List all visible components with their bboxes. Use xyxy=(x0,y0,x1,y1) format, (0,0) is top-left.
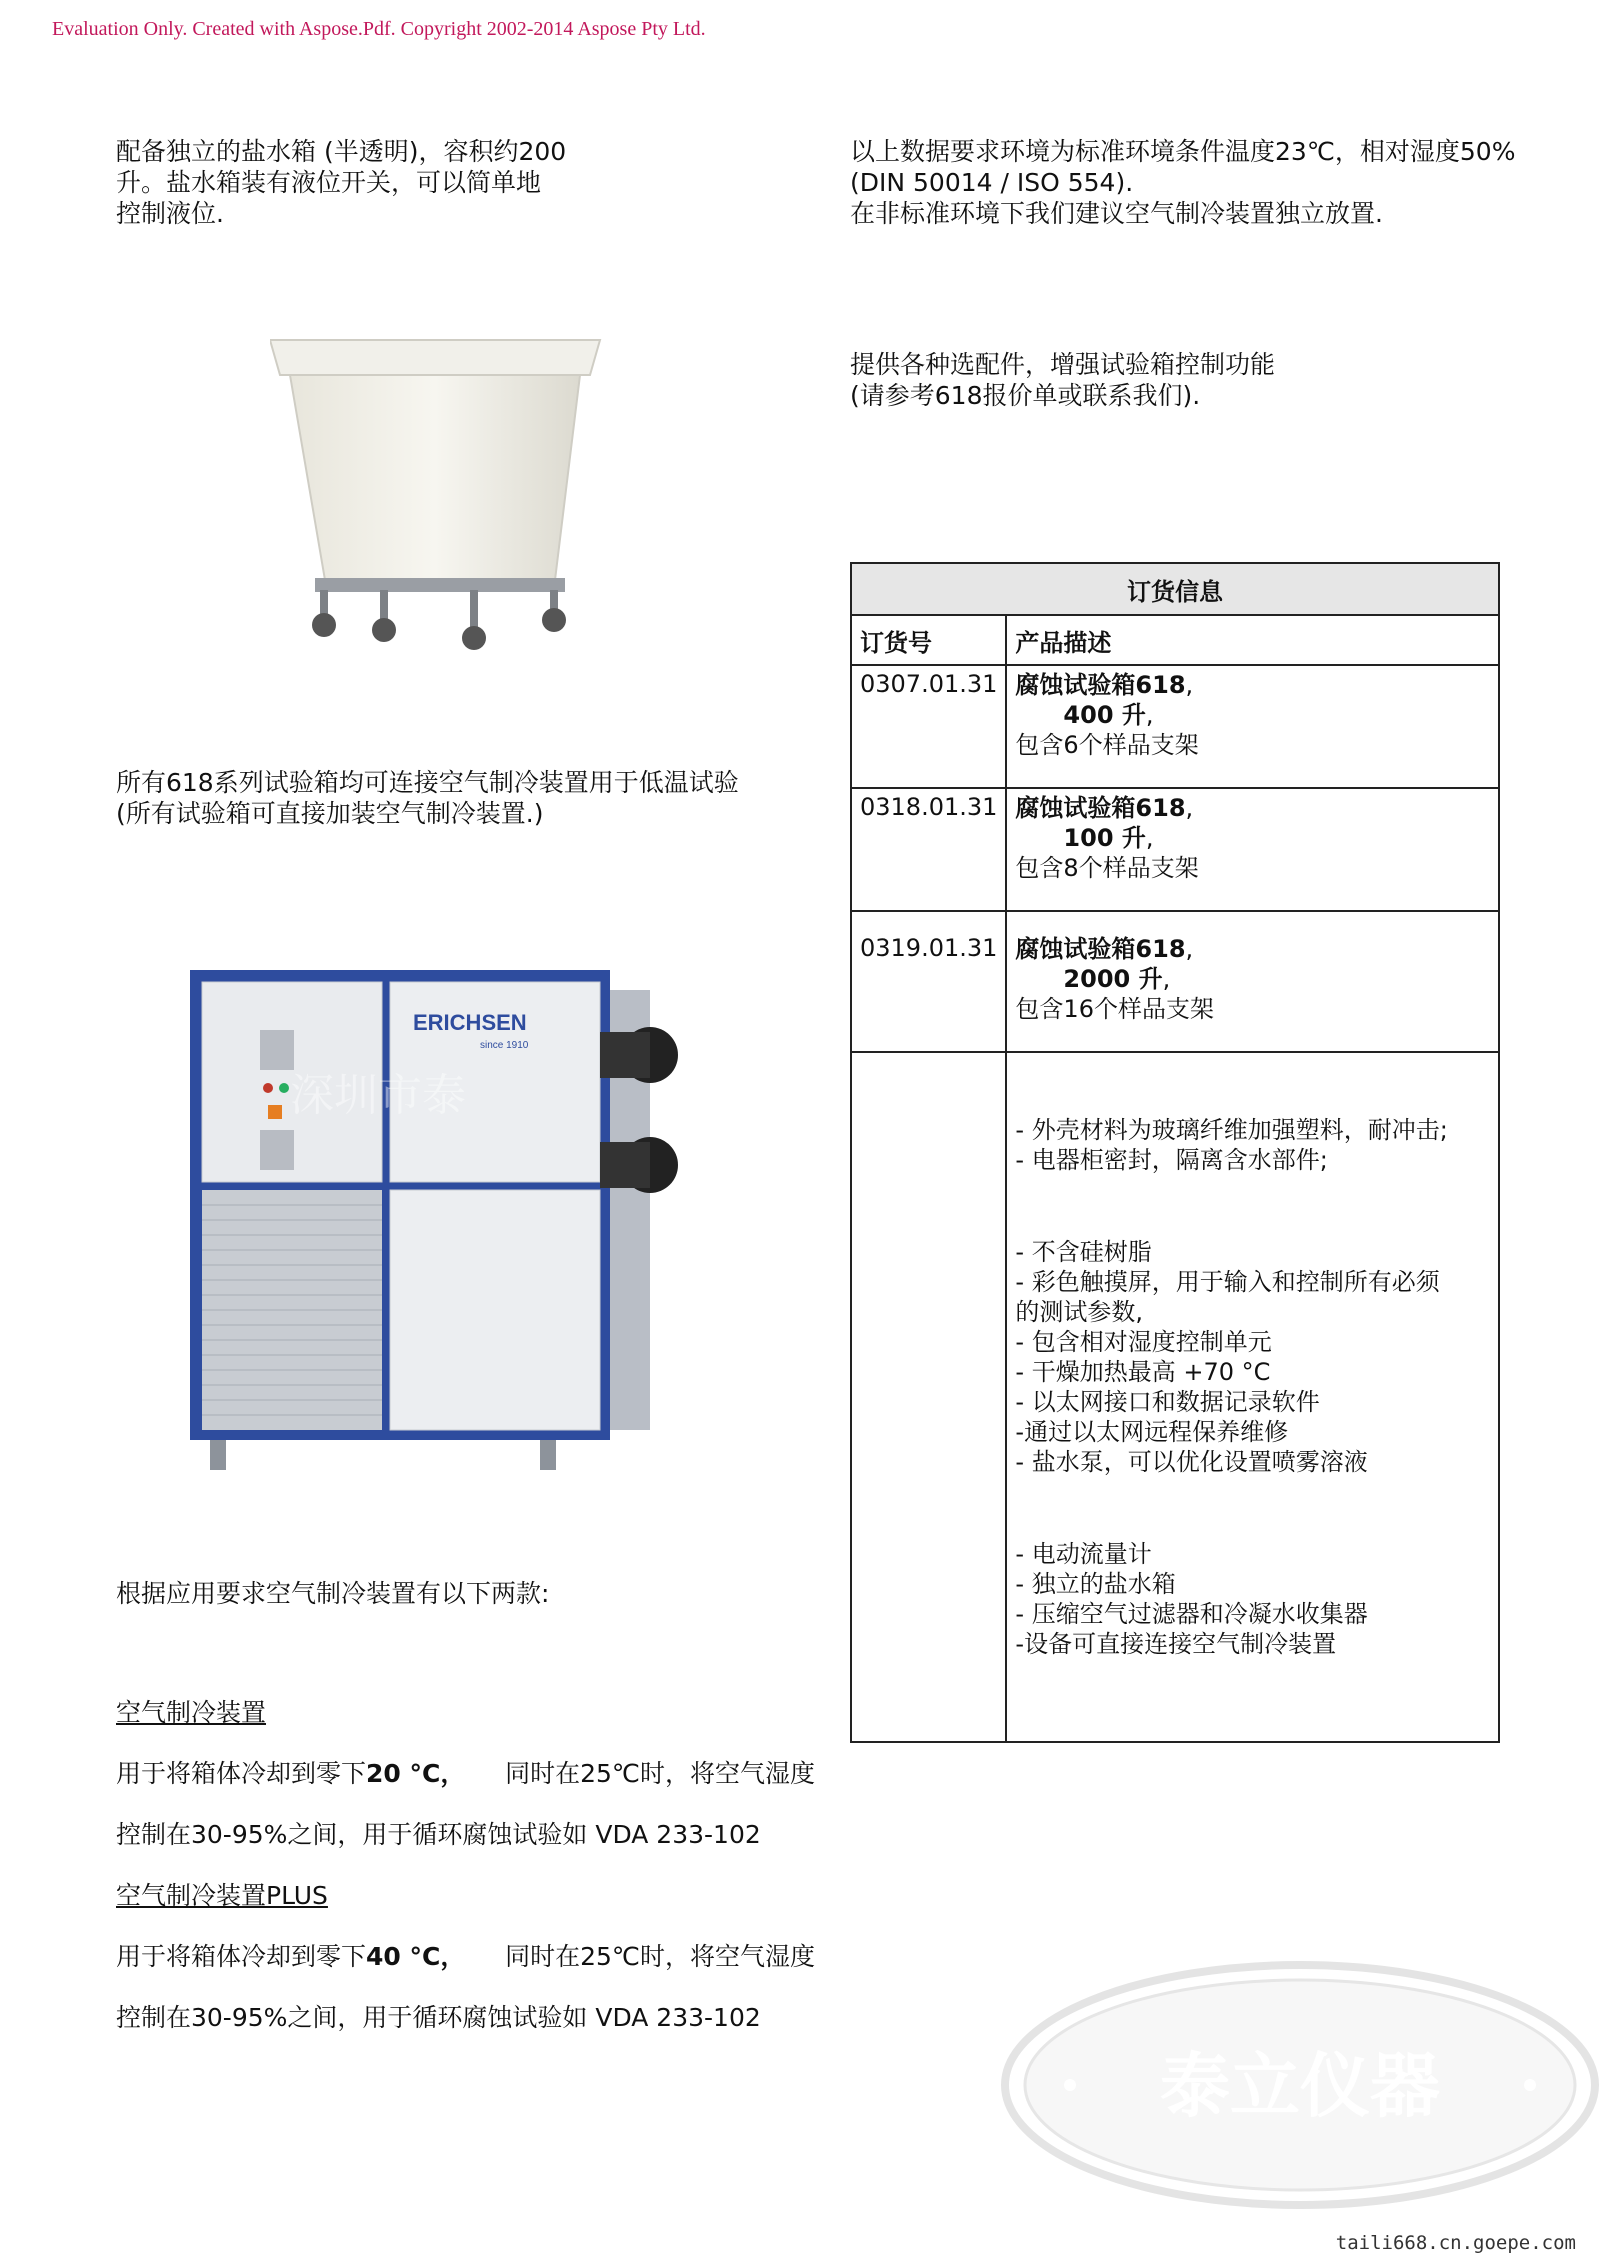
device-plus-block xyxy=(116,1850,856,2064)
device-plus-line1-pre: 用于将箱体冷却到零下 xyxy=(116,1942,367,1971)
chiller-logo-subtitle: since 1910 xyxy=(480,1040,529,1051)
separator: , xyxy=(1185,794,1194,822)
separator: , xyxy=(1145,824,1154,852)
table-row xyxy=(851,665,1499,788)
list-item: - 不含硅树脂 xyxy=(1015,1238,1152,1266)
product-name: 腐蚀试验箱618 xyxy=(1015,671,1186,699)
company-stamp-watermark xyxy=(1000,1960,1600,2210)
separator: , xyxy=(1185,671,1194,699)
product-volume: 100 升 xyxy=(1063,824,1146,852)
separator: , xyxy=(1185,935,1194,963)
separator: , xyxy=(1145,701,1154,729)
order-number: 0319.01.31 xyxy=(851,911,1006,1052)
device-plus-line2: 控制在30-95%之间，用于循环腐蚀试验如 VDA 233-102 xyxy=(116,2003,761,2032)
brine-tank-image xyxy=(270,320,610,650)
device-standard-temp: 20 °C， xyxy=(366,1759,466,1788)
order-number: 0318.01.31 xyxy=(851,788,1006,911)
col-order-number: 订货号 xyxy=(851,615,1006,665)
list-item: - 电动流量计 xyxy=(1015,1540,1152,1568)
order-table-title: 订货信息 xyxy=(851,563,1499,615)
table-row xyxy=(851,911,1499,1052)
list-item: - 独立的盐水箱 xyxy=(1015,1570,1176,1598)
list-item: -通过以太网远程保养维修 xyxy=(1015,1418,1289,1446)
product-name: 腐蚀试验箱618 xyxy=(1015,794,1186,822)
options-note: 提供各种选配件，增强试验箱控制功能 (请参考618报价单或联系我们). xyxy=(850,350,1276,410)
list-item: - 彩色触摸屏，用于输入和控制所有必须 xyxy=(1015,1268,1440,1296)
product-volume: 400 升 xyxy=(1063,701,1146,729)
brine-tank-paragraph: 配备独立的盐水箱 (半透明)，容积约200 升。盐水箱装有液位开关，可以简单地 控制液位. xyxy=(116,137,567,228)
list-item: - 以太网接口和数据记录软件 xyxy=(1015,1388,1320,1416)
table-row xyxy=(851,788,1499,911)
device-plus-line1-post: 同时在25℃时，将空气湿度 xyxy=(465,1942,815,1971)
environment-note: 以上数据要求环境为标准环境条件温度23℃，相对湿度50% (DIN 50014 / ISO 554). 在非标准环境下我们建议空气制冷装置独立放置. xyxy=(850,137,1516,228)
list-item: - 干燥加热最高 +70 °C xyxy=(1015,1358,1271,1386)
col-product-description: 产品描述 xyxy=(1006,615,1499,665)
features-group-2 xyxy=(1015,1237,1490,1477)
list-item: - 电器柜密封，隔离含水部件; xyxy=(1015,1146,1328,1174)
chiller-intro-paragraph: 所有618系列试验箱均可连接空气制冷装置用于低温试验 (所有试验箱可直接加装空气制冷装置.) xyxy=(116,768,739,828)
evaluation-watermark: Evaluation Only. Created with Aspose.Pdf. Copyright 2002-2014 Aspose Pty Ltd. xyxy=(52,18,706,40)
order-info-table xyxy=(850,562,1500,1743)
photo-watermark: 深圳市泰 xyxy=(290,1070,466,1121)
list-item: - 外壳材料为玻璃纤维加强塑料，耐冲击; xyxy=(1015,1116,1448,1144)
list-item: -设备可直接连接空气制冷装置 xyxy=(1015,1630,1337,1658)
separator: , xyxy=(1162,965,1171,993)
list-item: - 盐水泵，可以优化设置喷雾溶液 xyxy=(1015,1448,1368,1476)
product-holders: 包含8个样品支架 xyxy=(1015,854,1199,882)
features-group-3 xyxy=(1015,1539,1490,1659)
product-volume: 2000 升 xyxy=(1063,965,1163,993)
device-standard-line2: 控制在30-95%之间，用于循环腐蚀试验如 VDA 233-102 xyxy=(116,1820,761,1849)
list-item: - 压缩空气过滤器和冷凝水收集器 xyxy=(1015,1600,1368,1628)
footer-url: taili668.cn.goepe.com xyxy=(1335,2232,1576,2254)
features-group-1 xyxy=(1015,1115,1490,1175)
device-plus-temp: 40 °C， xyxy=(366,1942,466,1971)
chiller-logo: ERICHSEN xyxy=(413,1010,527,1035)
device-standard-line1-post: 同时在25℃时，将空气湿度 xyxy=(465,1759,815,1788)
chiller-models-intro: 根据应用要求空气制冷装置有以下两款: xyxy=(116,1579,550,1608)
product-holders: 包含16个样品支架 xyxy=(1015,995,1214,1023)
device-standard-block xyxy=(116,1667,856,1881)
table-row-features xyxy=(851,1052,1499,1742)
device-standard-title: 空气制冷装置 xyxy=(116,1698,267,1727)
list-item: - 包含相对湿度控制单元 xyxy=(1015,1328,1272,1356)
product-holders: 包含6个样品支架 xyxy=(1015,731,1199,759)
order-number: 0307.01.31 xyxy=(851,665,1006,788)
device-plus-title: 空气制冷装置PLUS xyxy=(116,1881,328,1910)
device-standard-line1-pre: 用于将箱体冷却到零下 xyxy=(116,1759,367,1788)
list-item: 的测试参数, xyxy=(1015,1298,1144,1326)
features-empty-cell xyxy=(851,1052,1006,1742)
product-name: 腐蚀试验箱618 xyxy=(1015,935,1186,963)
air-chiller-image xyxy=(180,960,710,1500)
stamp-text: 泰立仪器 xyxy=(1160,2045,1440,2127)
